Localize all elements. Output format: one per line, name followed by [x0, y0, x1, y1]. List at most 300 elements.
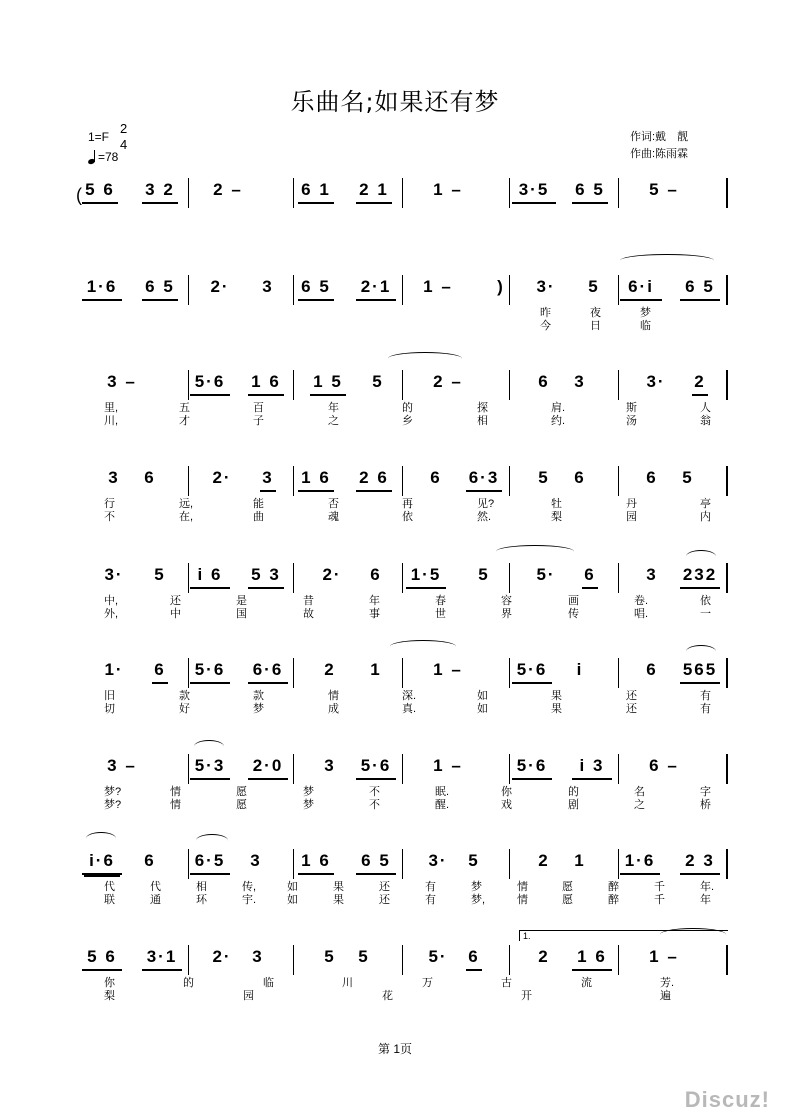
note-group: 2 –: [433, 372, 463, 391]
lyric-syllable: 醉: [608, 894, 619, 906]
lyric-syllable: 故: [303, 608, 314, 620]
lyric-syllable: 成: [328, 703, 339, 715]
lyric-syllable: 如: [477, 690, 488, 702]
note-group: 3 –: [107, 372, 137, 391]
barline: [726, 754, 728, 784]
barline: [726, 849, 728, 879]
lyric-syllable: 梦?: [104, 786, 122, 798]
lyric-syllable: 流: [581, 977, 592, 989]
note-group: 2: [692, 370, 708, 396]
lyric-syllable: 还: [379, 894, 390, 906]
barline: [402, 370, 403, 400]
note-group: 232: [680, 563, 720, 589]
note-group: 1·6: [82, 275, 122, 301]
lyric-syllable: 再: [402, 498, 413, 510]
lyric-syllable: 画: [568, 595, 579, 607]
note-group: 5·6: [512, 754, 552, 780]
note-group: 5 6: [82, 945, 122, 971]
lyric-syllable: 川,: [104, 415, 119, 427]
barline: [293, 849, 294, 879]
note-group: 6: [466, 945, 482, 971]
lyric-syllable: 依: [402, 511, 413, 523]
note-group: 2: [538, 851, 550, 870]
barline: [509, 178, 510, 208]
barline: [188, 370, 189, 400]
lyric-syllable: 国: [236, 608, 247, 620]
lyric-syllable: 还: [379, 881, 390, 893]
barline: [402, 849, 403, 879]
lyric-syllable: 果: [551, 690, 562, 702]
barline: [293, 178, 294, 208]
note-group: 6: [152, 658, 168, 684]
lyric-syllable: 外,: [104, 608, 119, 620]
lyric-syllable: 中,: [104, 595, 119, 607]
note-group: 5: [324, 947, 336, 966]
barline: [726, 563, 728, 593]
time-signature: [120, 121, 127, 153]
lyric-syllable: 戏: [501, 799, 512, 811]
lyric-syllable: 一: [700, 608, 711, 620]
lyric-syllable: 名: [634, 786, 645, 798]
lyric-syllable: 然.: [477, 511, 492, 523]
tempo-marking: [88, 150, 118, 164]
barline: [618, 945, 619, 975]
lyric-syllable: 梦?: [104, 799, 122, 811]
barline: [509, 563, 510, 593]
note-group: 6 1: [298, 178, 334, 204]
note-group: ): [497, 277, 505, 296]
lyric-syllable: 深.: [402, 690, 417, 702]
note-group: 6·6: [248, 658, 288, 684]
note-group: 1: [370, 660, 382, 679]
note-group: 3: [574, 372, 586, 391]
lyric-syllable: 汤: [626, 415, 637, 427]
lyric-syllable: 愿: [562, 881, 573, 893]
lyric-syllable: 传: [568, 608, 579, 620]
barline: [293, 945, 294, 975]
barline: [293, 466, 294, 496]
lyric-syllable: 的: [402, 402, 413, 414]
note-group: 6: [538, 372, 550, 391]
barline: [618, 563, 619, 593]
lyric-syllable: 年: [328, 402, 339, 414]
lyric-syllable: 否: [328, 498, 339, 510]
note-group: 6·3: [466, 466, 502, 492]
lyric-syllable: 乡: [402, 415, 413, 427]
lyric-syllable: 代: [150, 881, 161, 893]
lyric-syllable: 翁: [700, 415, 711, 427]
barline: [618, 658, 619, 688]
note-group: 1·5: [406, 563, 446, 589]
lyric-syllable: 代: [104, 881, 115, 893]
lyric-syllable: 梦: [253, 703, 264, 715]
lyric-syllable: 有: [700, 703, 711, 715]
note-group: 3·1: [142, 945, 182, 971]
lyric-syllable: 唱.: [634, 608, 649, 620]
lyric-syllable: 旧: [104, 690, 115, 702]
barline: [188, 945, 189, 975]
lyric-syllable: 宇.: [242, 894, 257, 906]
lyric-syllable: 千: [654, 894, 665, 906]
note-group: 1 6: [298, 466, 334, 492]
lyric-syllable: 年.: [700, 881, 715, 893]
lyric-syllable: 果: [333, 894, 344, 906]
barline: [188, 754, 189, 784]
lyric-syllable: 愿: [562, 894, 573, 906]
note-group: i: [576, 660, 584, 679]
barline: [402, 563, 403, 593]
lyric-syllable: 款: [253, 690, 264, 702]
note-group: 3: [646, 565, 658, 584]
lyric-syllable: 通: [150, 894, 161, 906]
barline: [293, 754, 294, 784]
key-signature: 1=F: [88, 130, 110, 144]
time-signature-top: 2: [120, 121, 128, 136]
note-group: 1 –: [423, 277, 453, 296]
lyric-syllable: 园: [626, 511, 637, 523]
lyric-syllable: 还: [626, 703, 637, 715]
lyric-syllable: 万: [422, 977, 433, 989]
note-group: 6 –: [649, 756, 679, 775]
note-group: 2·0: [248, 754, 288, 780]
note-group: 5·3: [190, 754, 230, 780]
note-group: 6: [646, 468, 658, 487]
slur-curve: [86, 832, 116, 845]
note-group: 5: [538, 468, 550, 487]
note-group: 3 –: [107, 756, 137, 775]
note-group: 1 6: [572, 945, 612, 971]
lyric-syllable: 子: [253, 415, 264, 427]
note-group: 6: [430, 468, 442, 487]
lyric-syllable: 开: [521, 990, 532, 1002]
note-group: 5: [588, 277, 600, 296]
watermark: Discuz!: [684, 1087, 770, 1112]
note-group: 6 5: [298, 275, 334, 301]
lyric-syllable: 梦,: [471, 894, 486, 906]
note-group: 6: [144, 468, 156, 487]
barline: [293, 658, 294, 688]
note-group: 2·: [210, 277, 230, 296]
note-group: 5: [358, 947, 370, 966]
note-group: 6·5: [190, 849, 230, 875]
time-signature-bottom: 4: [120, 137, 128, 152]
lyric-syllable: 事: [369, 608, 380, 620]
note-group: 5·6: [190, 658, 230, 684]
note-group: 6: [646, 660, 658, 679]
note-group: 2: [538, 947, 550, 966]
lyric-syllable: 卷.: [634, 595, 649, 607]
barline: [293, 370, 294, 400]
lyric-syllable: 魂: [328, 511, 339, 523]
note-group: 2 3: [680, 849, 720, 875]
page-number: 第 1页: [377, 1042, 412, 1056]
barline: [726, 275, 728, 305]
lyric-syllable: 有: [425, 894, 436, 906]
barline: [402, 945, 403, 975]
barline: [509, 754, 510, 784]
lyric-syllable: 在,: [179, 511, 194, 523]
note-group: i 6: [190, 563, 230, 589]
lyric-syllable: 你: [501, 786, 512, 798]
note-group: 3·: [646, 372, 666, 391]
barline: [402, 178, 403, 208]
note-group: 5 3: [248, 563, 284, 589]
lyric-syllable: 环: [196, 894, 207, 906]
note-group: 5: [468, 851, 480, 870]
lyric-syllable: 园: [243, 990, 254, 1002]
note-group: 3: [324, 756, 336, 775]
lyric-syllable: 相: [477, 415, 488, 427]
lyric-syllable: 你: [104, 977, 115, 989]
lyric-syllable: 曲: [253, 511, 264, 523]
lyric-syllable: 年: [369, 595, 380, 607]
note-group: 1 5: [310, 370, 346, 396]
slur-curve: [196, 834, 228, 847]
note-group: 5 6: [82, 178, 118, 204]
note-group: 3: [108, 468, 120, 487]
note-group: 5·6: [512, 658, 552, 684]
lyric-syllable: 世: [435, 608, 446, 620]
lyric-syllable: 如: [287, 881, 298, 893]
lyric-syllable: 川: [342, 977, 353, 989]
barline: [293, 563, 294, 593]
lyric-syllable: 果: [551, 703, 562, 715]
lyric-syllable: 人: [700, 402, 711, 414]
slur-curve: [496, 545, 574, 558]
note-group: 6 5: [572, 178, 608, 204]
note-group: 1 –: [433, 180, 463, 199]
lyric-syllable: 情: [328, 690, 339, 702]
lyric-syllable: 里,: [104, 402, 119, 414]
lyric-syllable: 内: [700, 511, 711, 523]
lyric-syllable: 见?: [477, 498, 495, 510]
lyric-syllable: 肩.: [551, 402, 566, 414]
lyric-syllable: 昔: [303, 595, 314, 607]
lyric-syllable: 有: [700, 690, 711, 702]
lyric-syllable: 行: [104, 498, 115, 510]
note-group: 1 6: [298, 849, 334, 875]
note-group: 3: [250, 851, 262, 870]
lyric-syllable: 芳.: [660, 977, 675, 989]
lyric-syllable: 不: [104, 511, 115, 523]
song-title: 乐曲名;如果还有梦: [290, 88, 500, 116]
note-group: 3 2: [142, 178, 178, 204]
barline: [293, 275, 294, 305]
lyric-syllable: 还: [626, 690, 637, 702]
lyric-syllable: 花: [382, 990, 393, 1002]
composer-credit: 作曲:陈雨霖: [630, 148, 689, 160]
note-group: 565: [680, 658, 720, 684]
note-group: 1 –: [649, 947, 679, 966]
lyric-syllable: 如: [287, 894, 298, 906]
note-group: i 3: [572, 754, 612, 780]
lyric-syllable: 才: [179, 415, 190, 427]
lyric-syllable: 年: [700, 894, 711, 906]
lyric-syllable: 今: [540, 320, 551, 332]
barline: [618, 849, 619, 879]
barline: [509, 658, 510, 688]
barline: [726, 178, 728, 208]
note-group: 3·: [428, 851, 448, 870]
note-group: 6 5: [356, 849, 396, 875]
barline: [618, 466, 619, 496]
lyric-syllable: 丹: [626, 498, 637, 510]
note-group: 1: [574, 851, 586, 870]
lyric-syllable: 牡: [551, 498, 562, 510]
note-group: 2·: [322, 565, 342, 584]
note-group: 6: [370, 565, 382, 584]
barline: [188, 658, 189, 688]
lyric-syllable: 的: [568, 786, 579, 798]
note-group: 6 5: [142, 275, 178, 301]
barline: [188, 563, 189, 593]
note-group: 2: [324, 660, 336, 679]
lyric-syllable: 约.: [551, 415, 566, 427]
barline: [188, 849, 189, 879]
lyric-syllable: 梨: [551, 511, 562, 523]
barline: [509, 370, 510, 400]
lyric-syllable: 千: [654, 881, 665, 893]
note-group: 3: [260, 466, 276, 492]
barline: [402, 275, 403, 305]
lyric-syllable: 之: [328, 415, 339, 427]
lyric-syllable: 夜: [590, 307, 601, 319]
barline: [509, 849, 510, 879]
lyricist-credit: 作词:戴 靓: [630, 131, 689, 143]
lyric-syllable: 梦: [303, 786, 314, 798]
note-group: 6 5: [680, 275, 720, 301]
lyric-syllable: 有: [425, 881, 436, 893]
lyric-syllable: 联: [104, 894, 115, 906]
slur-curve: [620, 254, 714, 267]
lyric-syllable: 能: [253, 498, 264, 510]
lyric-syllable: 探: [477, 402, 488, 414]
lyric-syllable: 剧: [568, 799, 579, 811]
note-group: 1·6: [620, 849, 660, 875]
barline: [618, 370, 619, 400]
lyric-syllable: 百: [253, 402, 264, 414]
note-group: 1·: [104, 660, 124, 679]
note-group: 5: [154, 565, 166, 584]
lyric-syllable: 情: [517, 894, 528, 906]
lyric-syllable: 醉: [608, 881, 619, 893]
lyric-syllable: 依: [700, 595, 711, 607]
barline: [509, 466, 510, 496]
note-group: 5: [478, 565, 490, 584]
lyric-syllable: 梦: [471, 881, 482, 893]
lyric-syllable: 梦: [640, 307, 651, 319]
lyric-syllable: 还: [170, 595, 181, 607]
note-group: 2·: [212, 947, 232, 966]
barline: [188, 466, 189, 496]
quarter-note-icon: [88, 150, 98, 164]
slur-curve: [686, 645, 716, 658]
lyric-syllable: 切: [104, 703, 115, 715]
tempo-value: =78: [98, 150, 119, 164]
lyric-syllable: 情: [517, 881, 528, 893]
barline: [618, 275, 619, 305]
note-group: 5·6: [190, 370, 230, 396]
note-group: 1 –: [433, 756, 463, 775]
repeat-paren-open: (: [76, 185, 82, 205]
lyric-syllable: 临: [263, 977, 274, 989]
lyric-syllable: 古: [501, 977, 512, 989]
note-group: 2·1: [356, 275, 396, 301]
barline: [618, 754, 619, 784]
lyric-syllable: 昨: [540, 307, 551, 319]
lyric-syllable: 的: [183, 977, 194, 989]
note-group: 2 1: [356, 178, 392, 204]
lyric-syllable: 不: [369, 799, 380, 811]
lyric-syllable: 斯: [626, 402, 637, 414]
lyric-syllable: 梦: [303, 799, 314, 811]
note-group: 5 –: [649, 180, 679, 199]
lyric-syllable: 字: [700, 786, 711, 798]
note-group: 2 –: [213, 180, 243, 199]
note-group: i·6: [82, 849, 122, 875]
note-group: 3: [262, 277, 274, 296]
note-group: 6·i: [620, 275, 662, 301]
note-group: 6: [582, 563, 598, 589]
lyric-syllable: 如: [477, 703, 488, 715]
lyric-syllable: 五: [179, 402, 190, 414]
lyric-syllable: 容: [501, 595, 512, 607]
barline: [726, 370, 728, 400]
lyric-syllable: 相: [196, 881, 207, 893]
lyric-syllable: 春: [435, 595, 446, 607]
note-group: 2 6: [356, 466, 392, 492]
barline: [618, 178, 619, 208]
lyric-syllable: 醒.: [435, 799, 450, 811]
lyric-syllable: 中: [170, 608, 181, 620]
lyric-syllable: 真.: [402, 703, 417, 715]
barline: [402, 466, 403, 496]
lyric-syllable: 是: [236, 595, 247, 607]
lyric-syllable: 愿: [236, 786, 247, 798]
note-group: 3·: [536, 277, 556, 296]
lyric-syllable: 愿: [236, 799, 247, 811]
lyric-syllable: 日: [590, 320, 601, 332]
note-group: 1 6: [248, 370, 284, 396]
lyric-syllable: 临: [640, 320, 651, 332]
lyric-syllable: 界: [501, 608, 512, 620]
barline: [402, 754, 403, 784]
note-group: 3·5: [512, 178, 556, 204]
note-group: 5: [682, 468, 694, 487]
lyric-syllable: 远,: [179, 498, 194, 510]
note-group: 5: [372, 372, 384, 391]
slur-curve: [686, 550, 716, 563]
barline: [726, 466, 728, 496]
note-group: 3·: [104, 565, 124, 584]
barline: [188, 275, 189, 305]
note-group: 5·: [428, 947, 448, 966]
lyric-syllable: 不: [369, 786, 380, 798]
lyric-syllable: 传,: [242, 881, 257, 893]
barline: [509, 945, 510, 975]
note-group: 6: [144, 851, 156, 870]
slur-curve: [390, 640, 456, 653]
barline: [188, 178, 189, 208]
lyric-syllable: 好: [179, 703, 190, 715]
lyric-syllable: 之: [634, 799, 645, 811]
note-group: 1 –: [433, 660, 463, 679]
note-group: 3: [252, 947, 264, 966]
lyric-syllable: 亭: [700, 498, 711, 510]
slur-curve: [194, 740, 224, 753]
barline: [509, 275, 510, 305]
lyric-syllable: 情: [170, 799, 181, 811]
